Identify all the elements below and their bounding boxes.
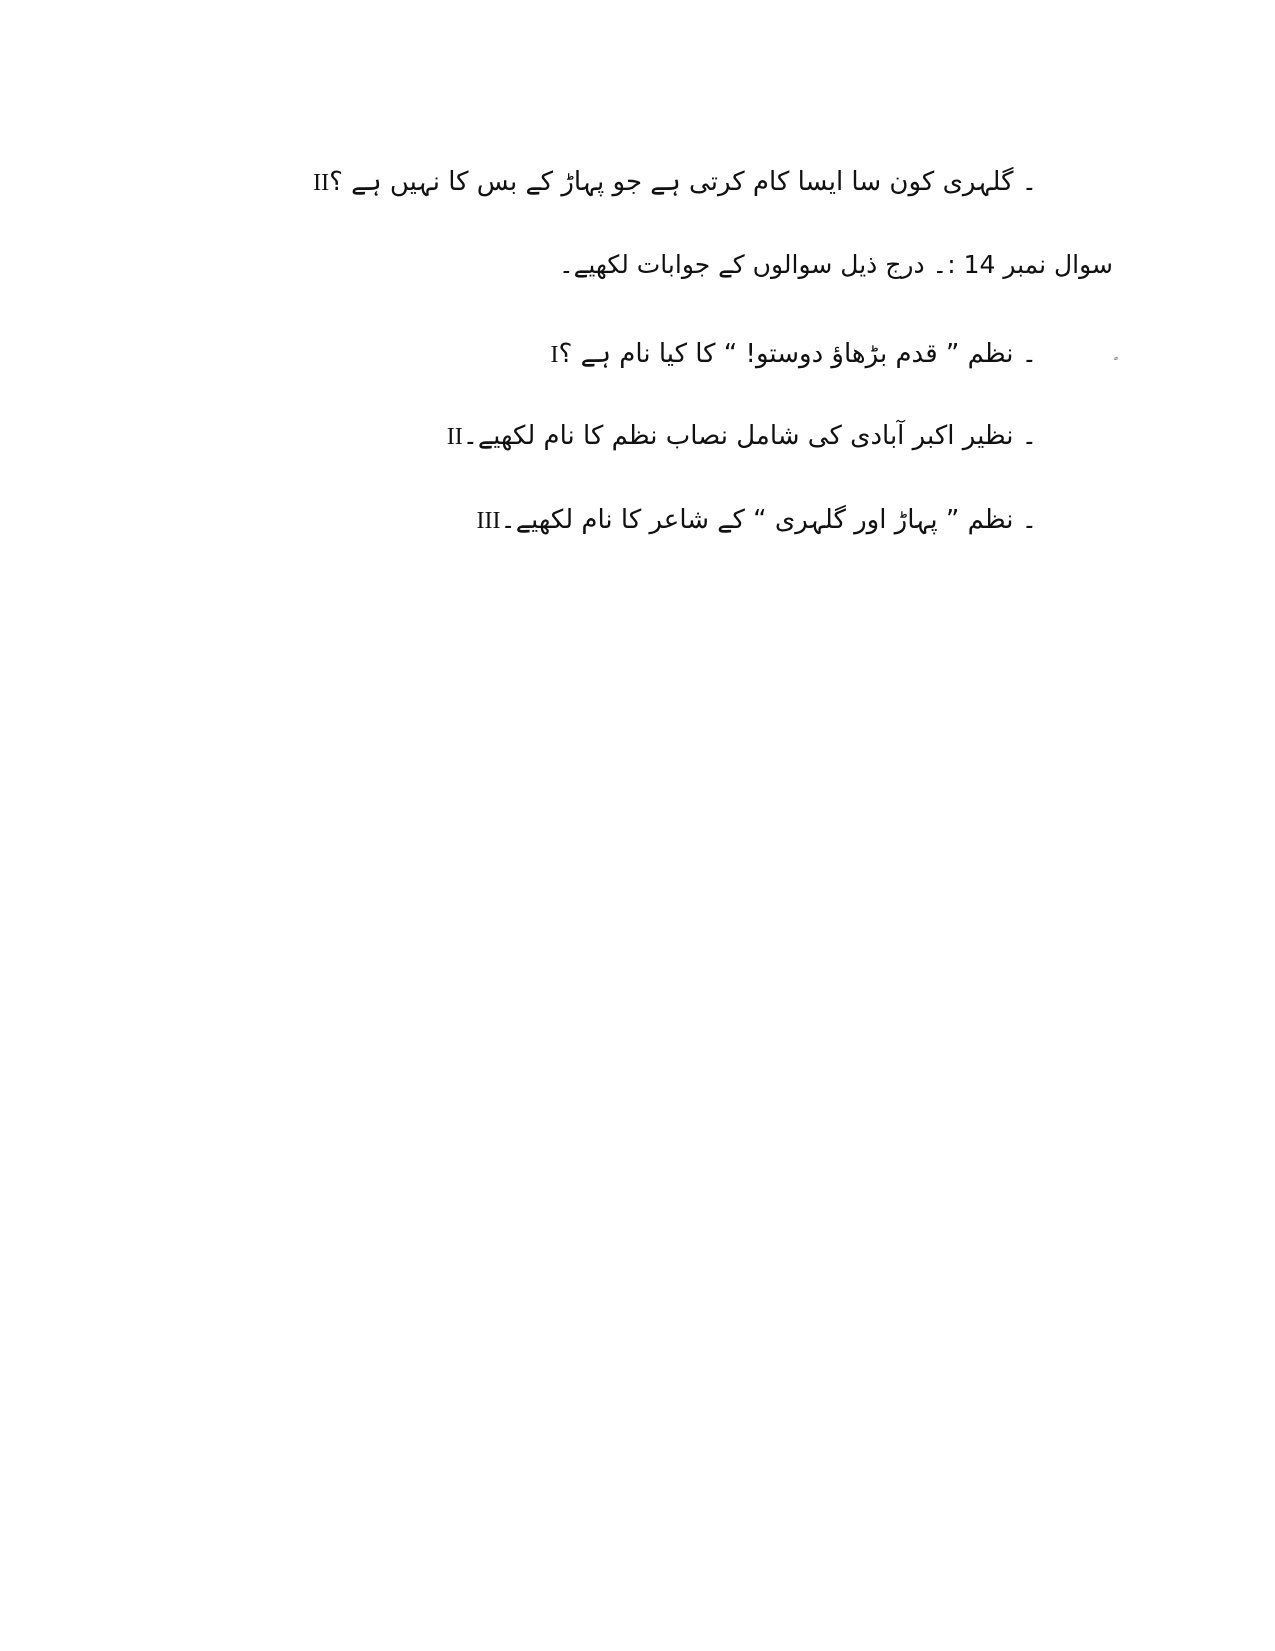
question-numeral: II xyxy=(313,170,330,196)
question-line-previous-ii xyxy=(313,162,1037,203)
question-text: ۔ نظیر اکبر آبادی کی شامل نصاب نظم کا نام لکھیے۔ xyxy=(462,421,1037,451)
question-heading-14 xyxy=(559,245,1113,285)
heading-text: سوال نمبر 14 :۔ درج ذیل سوالوں کے جوابات لکھیے۔ xyxy=(559,250,1113,279)
question-line-ii xyxy=(447,416,1037,457)
question-numeral: II xyxy=(446,424,463,450)
question-numeral: III xyxy=(476,508,501,534)
question-numeral: I xyxy=(550,342,559,368)
question-text: ۔ گلہری کون سا ایسا کام کرتی ہے جو پہاڑ کے بس کا نہیں ہے ؟ xyxy=(329,167,1037,197)
question-line-iii xyxy=(477,500,1037,541)
question-text: ۔ نظم ” پہاڑ اور گلہری “ کے شاعر کا نام لکھیے۔ xyxy=(500,505,1037,535)
question-line-i xyxy=(551,334,1038,375)
question-text: ۔ نظم ” قدم بڑھاؤ دوستو! “ کا کیا نام ہے ؟ xyxy=(558,339,1037,369)
